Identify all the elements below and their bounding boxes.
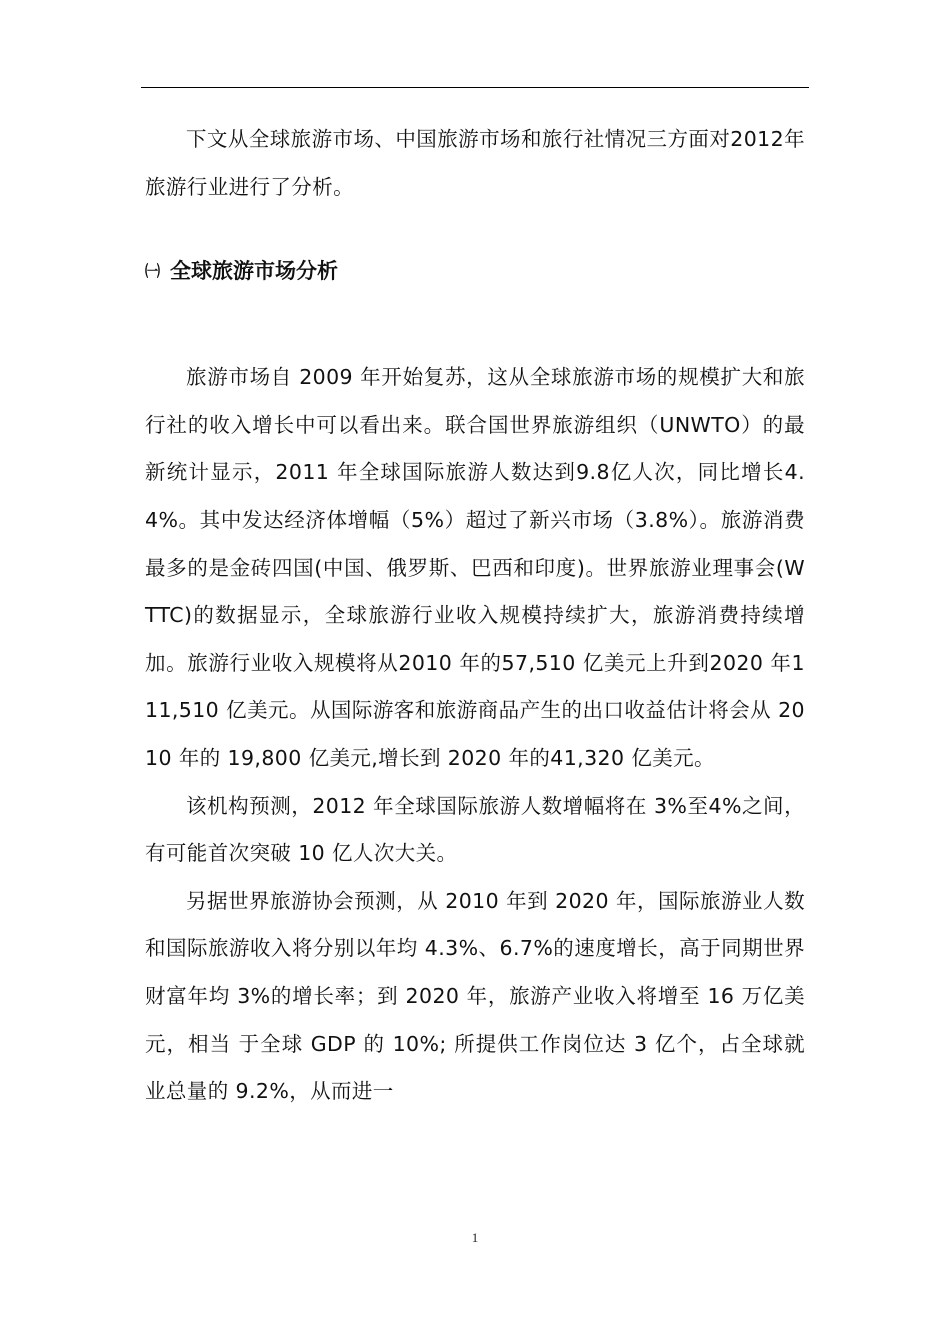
page-number: 1 xyxy=(471,1230,479,1245)
body-paragraph-forecast-2020: 另据世界旅游协会预测，从 2010 年到 2020 年，国际旅游业人数和国际旅游收入将分别以年均 4.3%、6.7%的速度增长，高于同期世界财富年均 3%的增长率；到 2020 年，旅游产业收入将增至 16 万亿美元，相当 于全球 GDP 的 10%; 所提供工作岗位达 3 亿个，占全球就业总量的 9.2%，从而进一 xyxy=(145,888,805,1104)
body-paragraph-forecast-2012: 该机构预测，2012 年全球国际旅游人数增幅将在 3%至4%之间，有可能首次突破 10 亿人次大关。 xyxy=(145,793,805,866)
section-heading xyxy=(145,246,805,296)
section-number: ㈠ xyxy=(145,262,161,281)
page-content xyxy=(145,116,805,1116)
section-title: 全球旅游市场分析 xyxy=(170,259,339,284)
body-paragraph-market-recovery: 旅游市场自 2009 年开始复苏，这从全球旅游市场的规模扩大和旅行社的收入增长中可以看出来。联合国世界旅游组织（UNWTO）的最新统计显示，2011 年全球国际旅游人数达到9.8亿人次，同比增长4.4%。其中发达经济体增幅（5%）超过了新兴市场（3.8%）。旅游消费最多的是金砖四国(中国、俄罗斯、巴西和印度)。世界旅游业理事会(WTTC)的数据显示，全球旅游行业收入规模持续扩大，旅游消费持续增加。旅游行业收入规模将从2010 年的57,510 亿美元上升到2020 年111,510 亿美元。从国际游客和旅游商品产生的出口收益估计将会从 2010 年的 19,800 亿美元,增长到 2020 年的41,320 亿美元。 xyxy=(145,365,805,770)
intro-paragraph: 下文从全球旅游市场、中国旅游市场和旅行社情况三方面对2012年旅游行业进行了分析。 xyxy=(145,127,805,199)
header-rule xyxy=(141,87,809,88)
